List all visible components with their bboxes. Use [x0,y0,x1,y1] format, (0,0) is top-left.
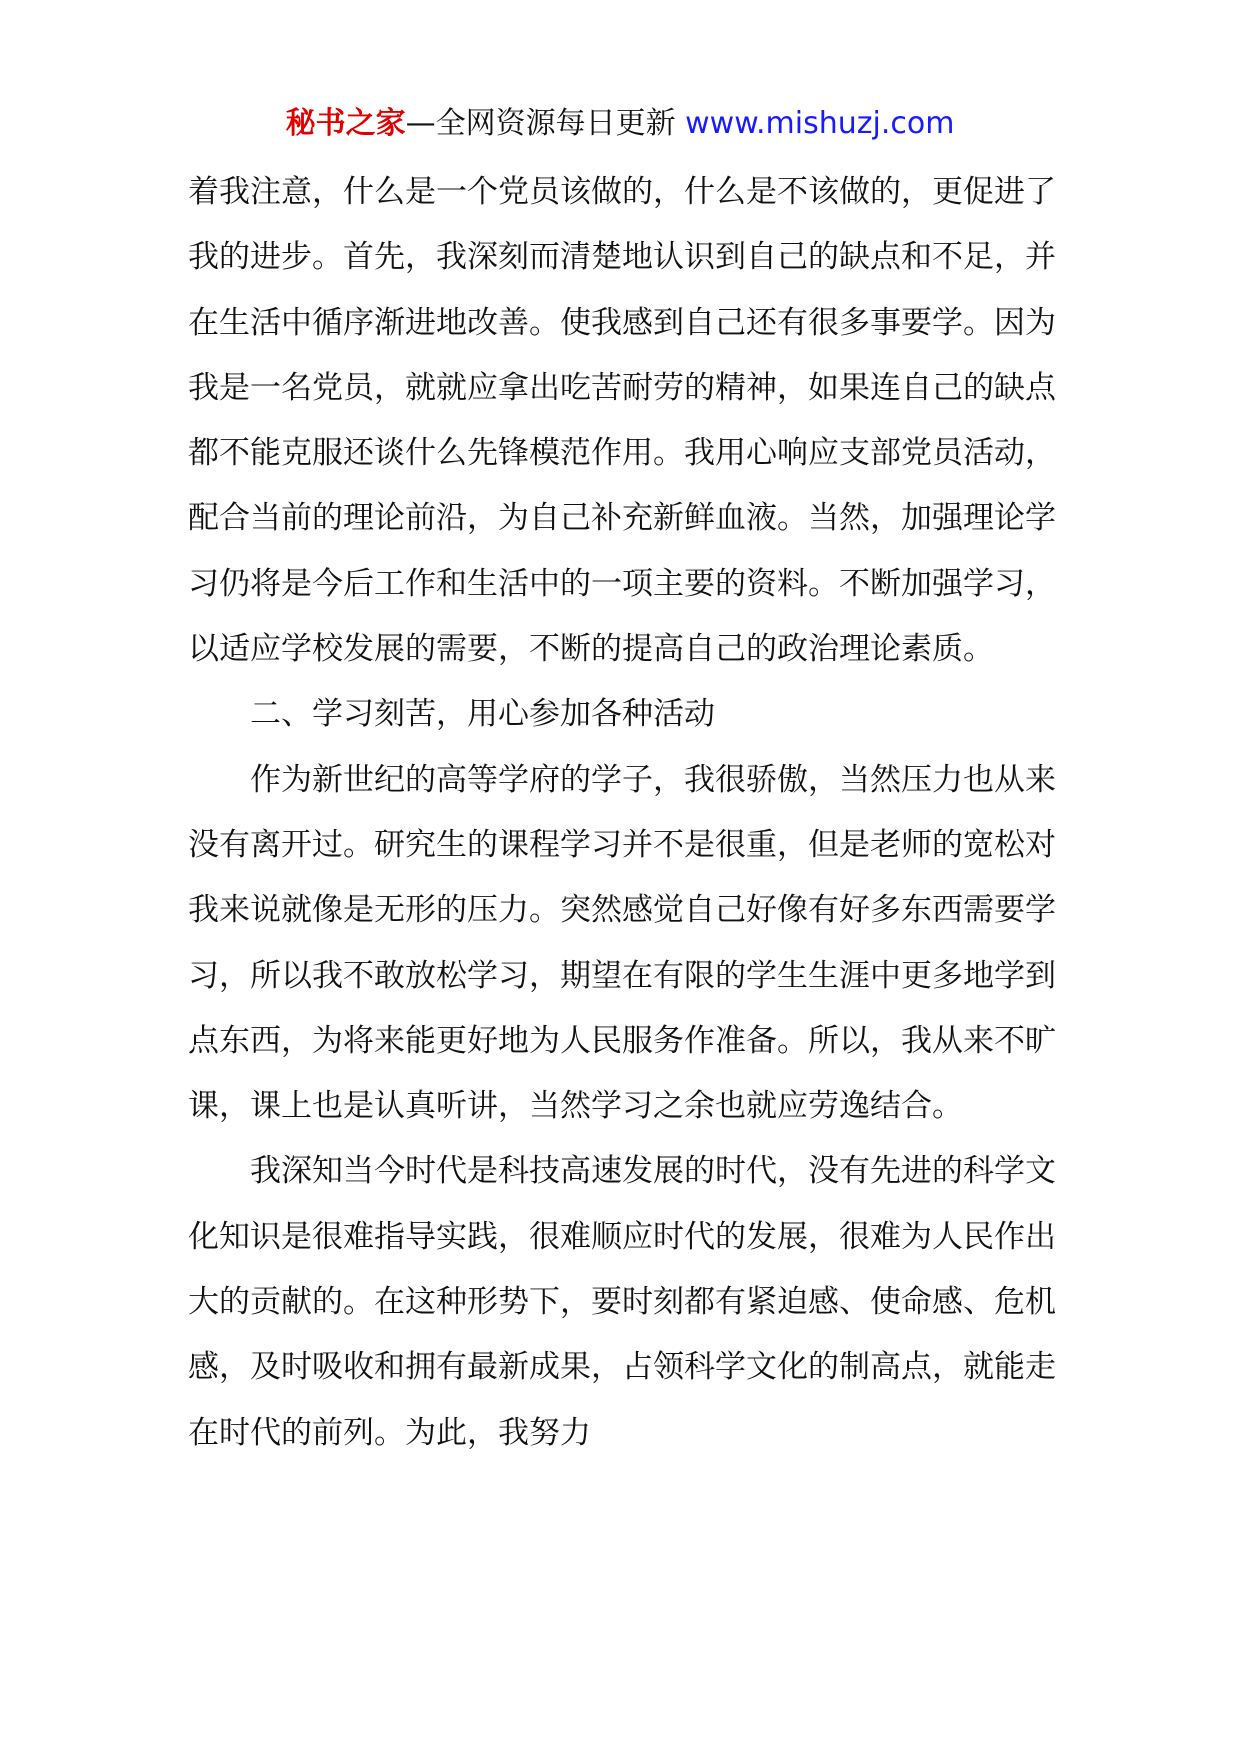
header-brand: 秘书之家 [285,106,406,141]
paragraph-continued: 着我注意，什么是一个党员该做的，什么是不该做的，更促进了我的进步。首先，我深刻而清楚地认识到自己的缺点和不足，并在生活中循序渐进地改善。使我感到自己还有很多事要学。因为我是一名党员，就就应拿出吃苦耐劳的精神，如果连自己的缺点都不能克服还谈什么先锋模范作用。我用心响应支部党员活动，配合当前的理论前沿，为自己补充新鲜血液。当然，加强理论学习仍将是今后工作和生活中的一项主要的资料。不断加强学习，以适应学校发展的需要，不断的提高自己的政治理论素质。 [188,174,1056,668]
paragraph: 我深知当今时代是科技高速发展的时代，没有先进的科学文化知识是很难指导实践，很难顺应时代的发展，很难为人民作出大的贡献的。在这种形势下，要时刻都有紧迫感、使命感、危机感，及时吸收和拥有最新成果，占领科学文化的制高点，就能走在时代的前列。为此，我努力 [188,1153,1056,1451]
section-heading: 二、学习刻苦，用心参加各种活动 [250,696,715,733]
header-url-link[interactable]: www.mishuzj.com [685,106,955,141]
document-body [188,160,1056,1466]
page-header [0,102,1240,146]
header-tagline: —全网资源每日更新 [405,106,686,141]
paragraph: 作为新世纪的高等学府的学子，我很骄傲，当然压力也从来没有离开过。研究生的课程学习并不是很重，但是老师的宽松对我来说就像是无形的压力。突然感觉自己好像有好多东西需要学习，所以我不敢放松学习，期望在有限的学生生涯中更多地学到点东西，为将来能更好地为人民服务作准备。所以，我从来不旷课，课上也是认真听讲，当然学习之余也就应劳逸结合。 [188,761,1056,1125]
